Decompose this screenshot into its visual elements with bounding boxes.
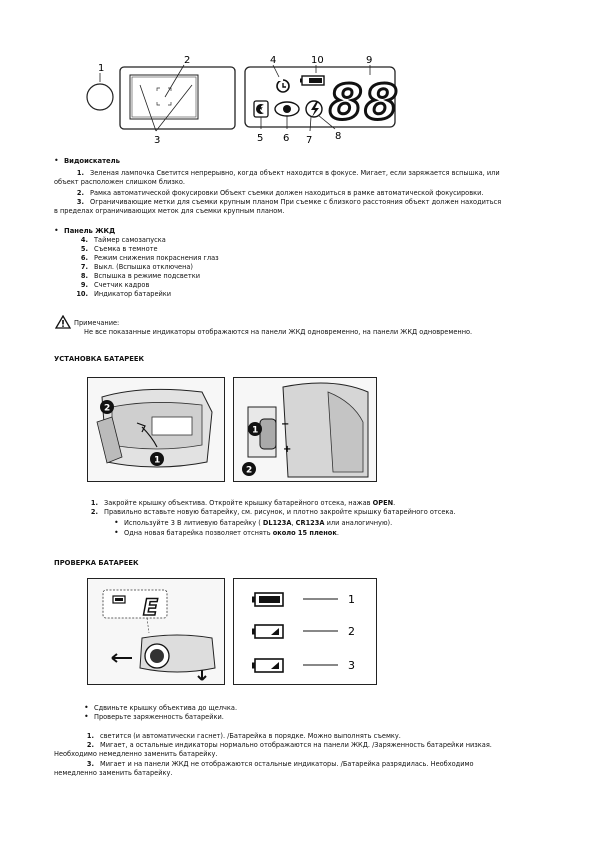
lcd-panel-heading: • Панель ЖКД [54,226,116,235]
list-item: 7. Выкл. (Вспышка отключена) [80,263,194,271]
frame-counter-digits: 88 [329,75,400,131]
battery-install-figure-1 [87,377,225,482]
list-item: 5. Съемка в темноте [80,245,158,253]
check-bullet-2: • Проверьте заряженность батарейки. [84,712,224,721]
bullet-icon: • [114,518,119,527]
check-item-2: 2. Мигает, а остальные индикаторы нормально отображаются на панели ЖКД. /Заряженность батарейки низкая. [86,741,492,749]
check-item-2-cont: Необходимо немедленно заменить батарейку. [54,750,218,758]
svg-text:2: 2 [104,403,111,414]
viewfinder-item-1: 1. Зеленая лампочка Светится непрерывно, когда объект находится в фокусе. Мигает, если заряжается вспышка, или [76,169,500,177]
install-step-2: 2. Правильно вставьте новую батарейку, см. рисунок, и плотно закройте крышку батарейного отсека. [90,508,456,516]
callout-6: 6 [283,133,290,144]
battery-levels-figure [233,578,377,685]
lcd-panel-list [74,236,219,299]
viewfinder-item-3-cont: в пределах ограничивающих меток для съемки крупным планом. [54,207,285,215]
battery-check-heading: ПРОВЕРКА БАТАРЕЕК [54,559,139,567]
callout-10: 10 [311,55,324,66]
install-sub-1: • Используйте 3 В литиевую батарейку ( DL123A, CR123A или аналогичную). [114,518,393,527]
battery-check-figure [87,578,225,685]
bullet-icon: • [84,703,89,712]
viewfinder-item-3: 3. Ограничивающие метки для съемки крупным планом При съемке с близкого расстояния объект должен находиться [76,198,502,206]
focus-lamp-icon [87,84,113,110]
level-label-3: 3 [348,659,355,672]
viewfinder-lcd-figure [80,45,400,150]
install-sub-2: • Одна новая батарейка позволяет отснять около 15 пленок. [114,528,339,537]
lcd-digit: E [143,596,159,621]
minus-icon: − [281,419,290,430]
bullet-icon: • [114,528,119,537]
plus-icon: + [283,444,292,455]
callout-3: 3 [154,135,161,146]
level-label-2: 2 [348,625,355,638]
callout-9: 9 [366,55,373,66]
viewfinder-heading: • Видоискатель [54,156,120,165]
bullet-icon: • [54,226,59,235]
level-label-1: 1 [348,593,355,606]
callout-1: 1 [98,63,105,74]
bullet-icon: • [54,156,59,165]
list-item: 9. Счетчик кадров [80,281,150,289]
check-item-3: 3. Мигает и на панели ЖКД не отображаются остальные индикаторы. /Батарейка разрядилась. Необходимо [86,760,474,768]
svg-text:2: 2 [246,465,253,476]
list-item: 8. Вспышка в режиме подсветки [80,272,200,280]
list-item: 10. Индикатор батарейки [76,290,172,298]
svg-text:1: 1 [154,455,161,466]
check-bullet-1: • Сдвиньте крышку объектива до щелчка. [84,703,238,712]
check-item-3-cont: немедленно заменить батарейку. [54,769,173,777]
callout-2: 2 [184,55,191,66]
warning-icon [55,315,71,329]
viewfinder-item-2: 2. Рамка автоматической фокусировки Объект съемки должен находиться в рамке автоматической фокусировки. [76,189,484,197]
list-item: 4. Таймер самозапуска [80,236,166,244]
svg-text:1: 1 [252,425,259,436]
bullet-icon: • [84,712,89,721]
callout-5: 5 [257,133,264,144]
battery-install-heading: УСТАНОВКА БАТАРЕЕК [54,355,145,363]
callout-7: 7 [306,135,313,146]
install-step-1: 1. Закройте крышку объектива. Откройте крышку батарейного отсека, нажав OPEN. [90,499,396,507]
callout-8: 8 [335,131,342,142]
viewfinder-item-1-cont: объект расположен слишком близко. [54,178,186,186]
svg-text:★: ★ [258,105,264,112]
note-text: Не все показанные индикаторы отображаются на панели ЖКД одновременно, на панели ЖКД одновременно. [84,328,473,336]
check-item-1: 1. светится (и автоматически гаснет). /Батарейка в порядке. Можно выполнять съемку. [86,732,401,740]
note-label: Примечание: [74,319,120,327]
battery-install-figure-2 [233,377,377,482]
callout-4: 4 [270,55,277,66]
list-item: 6. Режим снижения покраснения глаз [80,254,219,262]
